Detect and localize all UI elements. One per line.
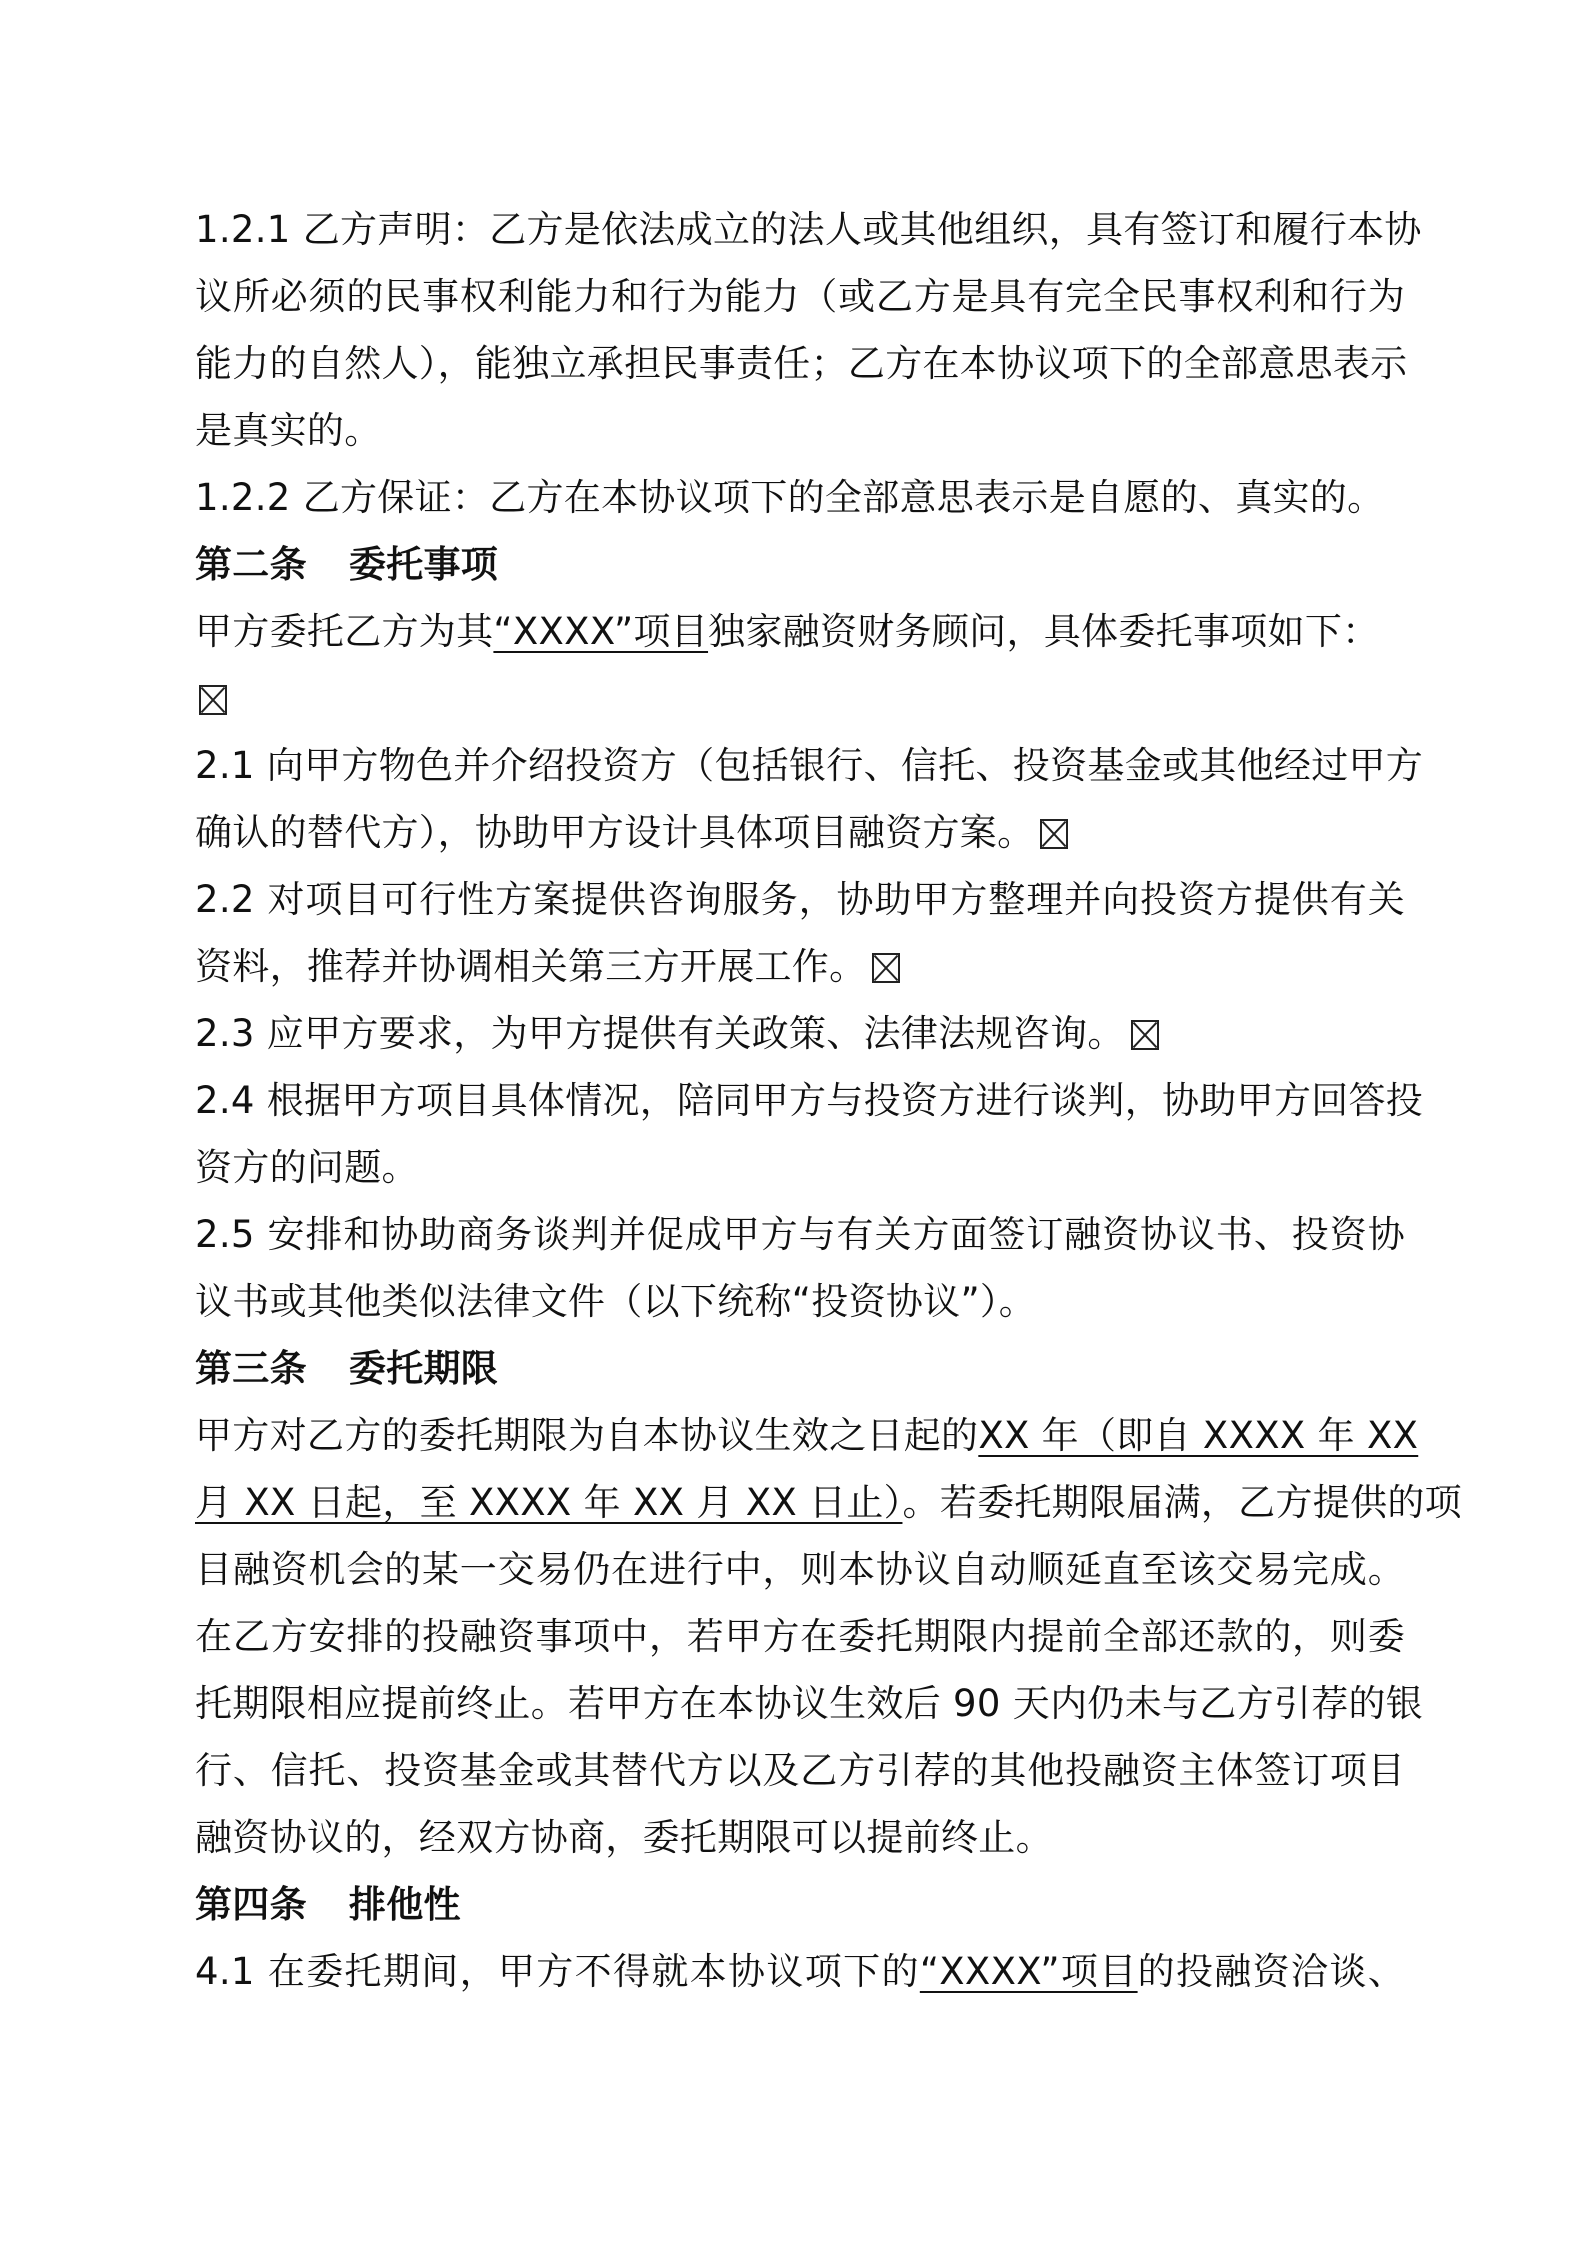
article-4-title: 排他性 xyxy=(348,1883,461,1926)
clause-4-1-project-name: “XXXX”项目 xyxy=(919,1950,1138,1993)
article-3-term-end: 月 XX 日起，至 XXXX 年 XX 月 XX 日止） xyxy=(195,1481,903,1524)
article-3-number: 第三条 xyxy=(195,1347,307,1390)
clause-2-5-line-2: 议书或其他类似法律文件（以下统称“投资协议”）。 xyxy=(195,1280,1037,1323)
clause-2-5-line-1: 2.5 安排和协助商务谈判并促成甲方与有关方面签订融资协议书、投资协 xyxy=(195,1213,1405,1256)
clause-1-2-1-line-1: 1.2.1 乙方声明：乙方是依法成立的法人或其他组织，具有签订和履行本协 xyxy=(195,208,1422,251)
checkbox-crossed-icon[interactable] xyxy=(1040,819,1068,849)
clause-2-2-line-2 xyxy=(195,933,1405,1000)
article-3-line-1 xyxy=(195,1402,1419,1469)
clause-4-1-line-1 xyxy=(195,1938,1405,2005)
document-page xyxy=(195,196,1462,2005)
article-2-title: 委托事项 xyxy=(348,543,499,586)
article-4-number: 第四条 xyxy=(195,1883,307,1926)
article-2-heading xyxy=(195,531,1405,598)
article-3-line-2-post: 。若委托期限届满，乙方提供的项 xyxy=(902,1481,1462,1524)
checkbox-crossed-icon[interactable] xyxy=(1131,1020,1159,1050)
clause-2-3-line-1 xyxy=(195,1000,1405,1067)
clause-2-3-line-1-text: 2.3 应甲方要求，为甲方提供有关政策、法律法规咨询。 xyxy=(195,1012,1125,1055)
article-3-heading xyxy=(195,1335,1405,1402)
article-3-line-1-pre: 甲方对乙方的委托期限为自本协议生效之日起的 xyxy=(195,1414,979,1457)
article-3-line-2 xyxy=(195,1469,1462,1536)
clause-2-1-line-2-text: 确认的替代方），协助甲方设计具体项目融资方案。 xyxy=(195,811,1035,854)
article-3-line-3: 目融资机会的某一交易仍在进行中，则本协议自动顺延直至该交易完成。 xyxy=(195,1548,1405,1591)
article-2-intro-pre: 甲方委托乙方为其 xyxy=(195,610,494,653)
clause-1-2-1-line-4: 是真实的。 xyxy=(195,409,382,452)
article-3-term-start: XX 年（即自 XXXX 年 XX xyxy=(978,1414,1419,1457)
article-3-title: 委托期限 xyxy=(348,1347,499,1390)
article-2-number: 第二条 xyxy=(195,543,307,586)
clause-2-4-line-2: 资方的问题。 xyxy=(195,1146,419,1189)
article-4-heading xyxy=(195,1871,1405,1938)
clause-2-4-line-1: 2.4 根据甲方项目具体情况，陪同甲方与投资方进行谈判，协助甲方回答投 xyxy=(195,1079,1424,1122)
clause-2-1-line-2 xyxy=(195,799,1405,866)
clause-1-2-2-line-1: 1.2.2 乙方保证：乙方在本协议项下的全部意思表示是自愿的、真实的。 xyxy=(195,476,1385,519)
clause-4-1-pre: 4.1 在委托期间，甲方不得就本协议项下的 xyxy=(195,1950,920,1993)
clause-2-2-line-1: 2.2 对项目可行性方案提供咨询服务，协助甲方整理并向投资方提供有关 xyxy=(195,878,1405,921)
article-3-line-4: 在乙方安排的投融资事项中，若甲方在委托期限内提前全部还款的，则委 xyxy=(195,1615,1405,1658)
article-3-line-7: 融资协议的，经双方协商，委托期限可以提前终止。 xyxy=(195,1816,1053,1859)
article-2-intro xyxy=(195,598,1405,665)
article-3-line-5: 托期限相应提前终止。若甲方在本协议生效后 90 天内仍未与乙方引荐的银 xyxy=(195,1682,1424,1725)
checkbox-crossed-icon[interactable] xyxy=(872,953,900,983)
article-3-line-6: 行、信托、投资基金或其替代方以及乙方引荐的其他投融资主体签订项目 xyxy=(195,1749,1405,1792)
checkbox-crossed-icon[interactable] xyxy=(199,685,227,715)
clause-1-2-1-line-2: 议所必须的民事权利能力和行为能力（或乙方是具有完全民事权利和行为 xyxy=(195,275,1405,318)
clause-2-2-line-2-text: 资料，推荐并协调相关第三方开展工作。 xyxy=(195,945,867,988)
clause-2-1-line-1: 2.1 向甲方物色并介绍投资方（包括银行、信托、投资基金或其他经过甲方 xyxy=(195,744,1424,787)
clause-4-1-post: 的投融资洽谈、 xyxy=(1137,1950,1405,1993)
article-2-intro-post: 独家融资财务顾问，具体委托事项如下： xyxy=(708,610,1380,653)
article-2-project-name: “XXXX”项目 xyxy=(493,610,709,653)
clause-1-2-1-line-3: 能力的自然人），能独立承担民事责任；乙方在本协议项下的全部意思表示 xyxy=(195,342,1408,385)
article-2-checkbox-line xyxy=(195,665,1405,732)
